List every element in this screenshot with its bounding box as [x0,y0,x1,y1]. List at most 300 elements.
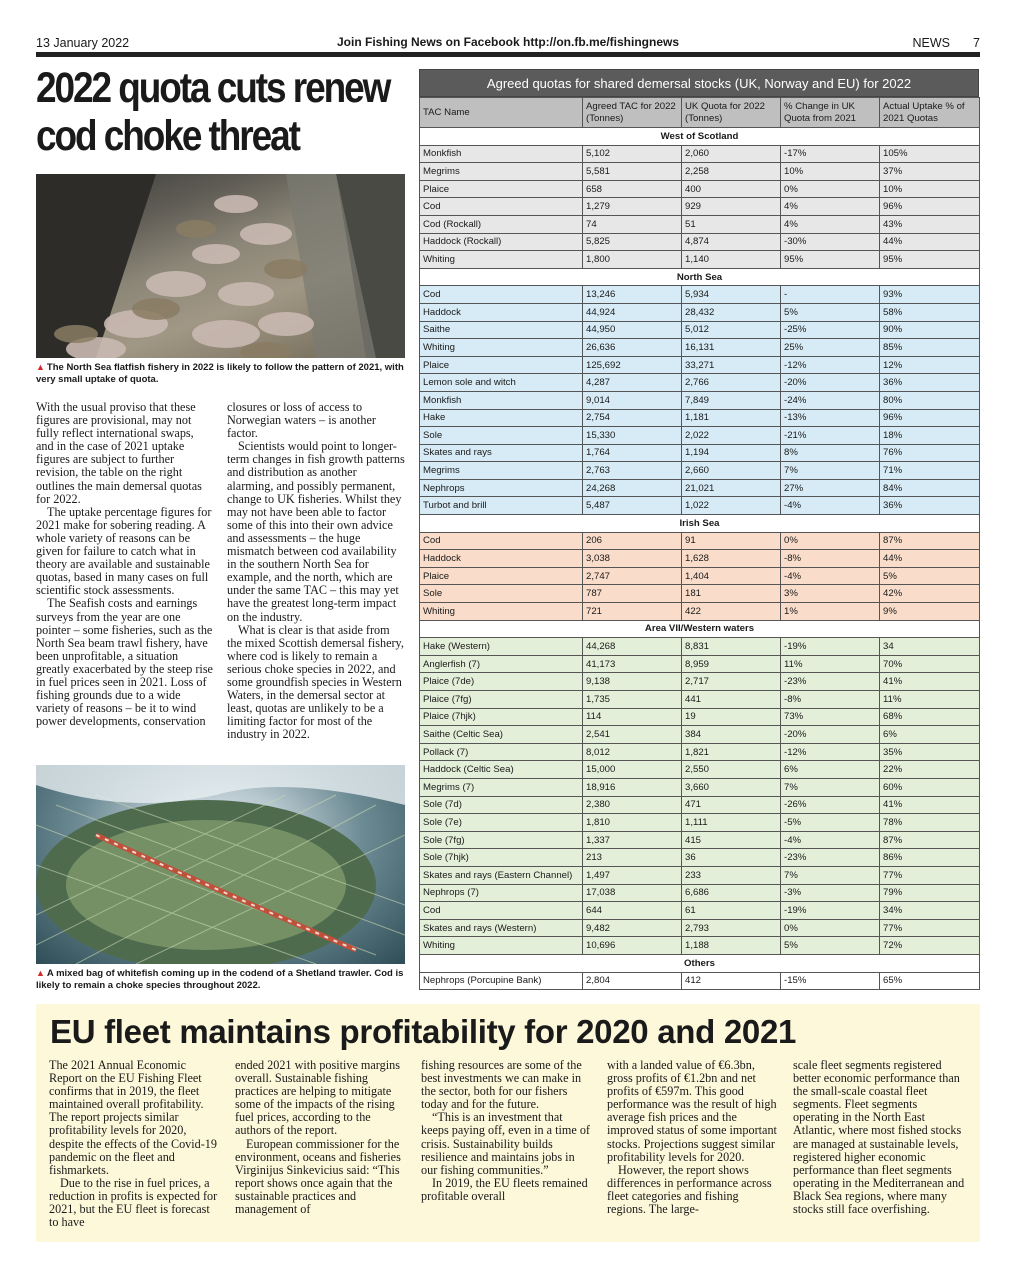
table-cell: 5,102 [583,145,682,163]
table-row [420,163,980,181]
table-cell: 2,804 [583,972,682,990]
table-cell: 7% [781,866,880,884]
table-cell: 415 [682,831,781,849]
table-cell: 68% [880,708,980,726]
table-cell: 4% [781,215,880,233]
table-cell: 41,173 [583,655,682,673]
table-cell: Sole (7hjk) [420,849,583,867]
column-header: TAC Name [420,98,583,128]
table-cell: 44,924 [583,303,682,321]
table-cell: 2,766 [682,374,781,392]
table-cell: 51 [682,215,781,233]
table-cell: 5,825 [583,233,682,251]
table-cell: -13% [781,409,880,427]
table-cell: 79% [880,884,980,902]
table-row [420,796,980,814]
table-cell: 644 [583,902,682,920]
table-row [420,655,980,673]
table-cell: 44,950 [583,321,682,339]
table-cell: 2,022 [682,427,781,445]
table-row [420,303,980,321]
eu-fleet-article [36,1004,980,1242]
table-cell: 9,014 [583,391,682,409]
table-cell: 90% [880,321,980,339]
table-cell: 26,636 [583,339,682,357]
eu-article-column-1 [49,1059,221,1229]
table-cell: 34 [880,638,980,656]
table-cell: 213 [583,849,682,867]
table-cell: 2,747 [583,567,682,585]
paragraph: Due to the rise in fuel prices, a reduction in profits is expected for 2021, but the EU fleet is forecast to have [49,1175,218,1230]
table-cell: 1,764 [583,444,682,462]
table-cell: 1,810 [583,814,682,832]
table-cell: 1,628 [682,550,781,568]
table-row [420,321,980,339]
table-cell: 471 [682,796,781,814]
section-heading: Others [420,954,980,972]
table-cell: -12% [781,743,880,761]
table-cell: -23% [781,849,880,867]
masthead [36,34,980,52]
table-cell: 87% [880,532,980,550]
table-cell: Plaice (7hjk) [420,708,583,726]
table-cell: 5% [781,303,880,321]
table-cell: Haddock (Rockall) [420,233,583,251]
page-number: 7 [973,36,980,50]
facebook-promo[interactable]: Join Fishing News on Facebook http://on.fb.me/fishingnews [336,35,679,49]
table-cell: -20% [781,726,880,744]
table-cell: 18% [880,427,980,445]
paragraph: fishing resources are some of the best investments we can make in the sector, both for our fishers today and for the future. [421,1058,582,1112]
table-cell: 91 [682,532,781,550]
table-row [420,849,980,867]
table-row [420,215,980,233]
article-headline [36,64,390,160]
table-cell: -25% [781,321,880,339]
table-cell: 96% [880,409,980,427]
table-cell: -15% [781,972,880,990]
table-cell: 1,497 [583,866,682,884]
table-row [420,866,980,884]
table-cell: Haddock (Celtic Sea) [420,761,583,779]
table-cell: Megrims (7) [420,778,583,796]
table-row [420,391,980,409]
table-cell: 3% [781,585,880,603]
table-cell: 8% [781,444,880,462]
table-cell: Sole [420,427,583,445]
table-cell: 1,404 [682,567,781,585]
table-row [420,691,980,709]
table-cell: 422 [682,603,781,621]
column-header: UK Quota for 2022 (Tonnes) [682,98,781,128]
paragraph: The uptake percentage figures for 2021 make for sobering reading. A whole variety of reasons can be given for failure to catch what in theory are available and sustainable quotas, based in many cases on full scientific stock assessments. [36,504,212,598]
table-cell: 8,012 [583,743,682,761]
table-cell: 2,793 [682,919,781,937]
table-cell: 24,268 [583,479,682,497]
table-cell: 10% [781,163,880,181]
table-row [420,831,980,849]
table-cell: Plaice [420,567,583,585]
table-row [420,778,980,796]
table-cell: 21,021 [682,479,781,497]
table-cell: 1,821 [682,743,781,761]
table-cell: 929 [682,198,781,216]
quota-table [419,97,980,990]
table-cell: 34% [880,902,980,920]
table-cell: Megrims [420,462,583,480]
table-cell: 17,038 [583,884,682,902]
section-heading: Area VII/Western waters [420,620,980,638]
table-cell: Sole (7fg) [420,831,583,849]
paragraph: “This is an investment that keeps paying off, even in a time of crisis. Sustainability builds resilience and maintains jobs in our fishing communities.” [421,1110,590,1177]
table-cell: 93% [880,286,980,304]
table-cell: Megrims [420,163,583,181]
section-heading: West of Scotland [420,128,980,146]
table-cell: Plaice (7fg) [420,691,583,709]
table-cell: 9% [880,603,980,621]
table-row [420,937,980,955]
table-cell: 2,380 [583,796,682,814]
table-section-row [420,128,980,146]
table-cell: 96% [880,198,980,216]
table-cell: 36% [880,374,980,392]
table-cell: 3,038 [583,550,682,568]
table-cell: 95% [781,251,880,269]
codend-photo [36,765,405,964]
table-cell: 5% [880,567,980,585]
photo-caption-2: ▲ A mixed bag of whitefish coming up in the codend of a Shetland trawler. Cod is likely to remain a choke species throughout 2022. [36,968,404,991]
table-cell: 1,181 [682,409,781,427]
table-row [420,726,980,744]
table-cell: Monkfish [420,391,583,409]
table-row [420,145,980,163]
table-row [420,972,980,990]
table-row [420,339,980,357]
table-cell: 36 [682,849,781,867]
paragraph: European commissioner for the environment, oceans and fisheries Virginijus Sinkevicius said: “This report shows once again that the sustainable practices and management of [235,1136,401,1217]
table-cell: 9,482 [583,919,682,937]
table-cell: 80% [880,391,980,409]
table-cell: Anglerfish (7) [420,655,583,673]
quota-table-panel [419,69,979,990]
table-cell: Whiting [420,251,583,269]
paragraph: scale fleet segments registered better economic performance than the small-scale coastal fleet segments. Fleet segments operating in the North East Atlantic, where most fished stocks are managed at sustainable levels, registered higher economic performance than fleet segments operating in the Mediterranean and Black Sea regions, where many stocks still face overfishing. [793,1058,965,1217]
table-cell: 11% [880,691,980,709]
section-heading: North Sea [420,268,980,286]
table-cell: 12% [880,356,980,374]
table-cell: 10,696 [583,937,682,955]
table-row [420,180,980,198]
table-cell: 181 [682,585,781,603]
table-cell: 58% [880,303,980,321]
table-cell: 125,692 [583,356,682,374]
table-cell: 44,268 [583,638,682,656]
table-cell: 70% [880,655,980,673]
table-section-row [420,954,980,972]
table-row [420,708,980,726]
table-cell: -12% [781,356,880,374]
section-heading: Irish Sea [420,515,980,533]
table-section-row [420,515,980,533]
table-cell: 42% [880,585,980,603]
table-cell: -19% [781,638,880,656]
column-header: Actual Uptake % of 2021 Quotas [880,98,980,128]
table-cell: Whiting [420,339,583,357]
table-cell: Cod [420,532,583,550]
table-cell: 15,330 [583,427,682,445]
table-cell: 7% [781,462,880,480]
table-cell: 2,541 [583,726,682,744]
table-cell: Whiting [420,603,583,621]
table-cell: 72% [880,937,980,955]
table-cell: -23% [781,673,880,691]
table-cell: 441 [682,691,781,709]
table-cell: 36% [880,497,980,515]
headline-line-2: cod choke threat [36,112,299,160]
paragraph: With the usual proviso that these figures are provisional, may not fully reflect international swaps, and in the case of 2021 uptake figures are subject to further revision, the table on the right outlines the main demersal quotas for 2022. [36,400,202,506]
table-row [420,638,980,656]
table-cell: 41% [880,673,980,691]
table-cell: 105% [880,145,980,163]
table-cell: 76% [880,444,980,462]
table-cell: -20% [781,374,880,392]
table-cell: 2,717 [682,673,781,691]
eu-article-column-3 [421,1059,593,1203]
paragraph: with a landed value of €6.3bn, gross profits of €1.2bn and net profits of €597m. This good performance was the result of high average fish prices and the improved status of some important stocks. Projections suggest similar profitability levels for 2020. [607,1058,777,1164]
table-cell: 2,060 [682,145,781,163]
table-cell: 2,754 [583,409,682,427]
caption-arrow-icon: ▲ [36,968,45,978]
table-row [420,814,980,832]
table-row [420,198,980,216]
table-row [420,233,980,251]
table-cell: Cod [420,286,583,304]
table-cell: 87% [880,831,980,849]
photo-caption-1: ▲ The North Sea flatfish fishery in 2022 is likely to follow the pattern of 2021, with very small uptake of quota. [36,362,404,385]
article-column-1 [36,401,214,728]
table-cell: 84% [880,479,980,497]
table-cell: 2,660 [682,462,781,480]
table-cell: Plaice [420,180,583,198]
caption-arrow-icon: ▲ [36,362,45,372]
table-row [420,532,980,550]
paragraph: The Seafish costs and earnings surveys from the year are one pointer – some fisheries, such as the North Sea beam trawl fishery, have been unprofitable, a situation greatly exacerbated by the steep rise in fuel prices seen in 2021. Loss of fishing grounds due to a wide variety of reasons – be it to wind power developments, conservation [36,596,213,729]
table-cell: - [781,286,880,304]
table-cell: 6% [781,761,880,779]
table-row [420,462,980,480]
table-cell: 86% [880,849,980,867]
table-cell: -30% [781,233,880,251]
table-cell: 85% [880,339,980,357]
paragraph: However, the report shows differences in performance across fleet categories and fishing regions. The large- [607,1162,772,1217]
table-cell: 8,959 [682,655,781,673]
table-cell: Haddock [420,303,583,321]
table-cell: 5% [781,937,880,955]
table-cell: 28,432 [682,303,781,321]
eu-article-headline: EU fleet maintains profitability for 2020 and 2021 [50,1013,797,1050]
table-row [420,497,980,515]
table-cell: 5,581 [583,163,682,181]
table-cell: 1,022 [682,497,781,515]
flatfish-photo [36,174,405,358]
table-row [420,884,980,902]
eu-article-column-4 [607,1059,779,1216]
table-cell: 400 [682,180,781,198]
table-cell: 74 [583,215,682,233]
table-cell: 43% [880,215,980,233]
table-cell: 6,686 [682,884,781,902]
table-row [420,427,980,445]
table-cell: 0% [781,532,880,550]
table-cell: 5,934 [682,286,781,304]
table-cell: 384 [682,726,781,744]
table-cell: Skates and rays [420,444,583,462]
table-cell: 1,800 [583,251,682,269]
table-cell: Nephrops (7) [420,884,583,902]
issue-date: 13 January 2022 [36,36,130,50]
table-cell: Nephrops [420,479,583,497]
table-section-row [420,620,980,638]
table-cell: Whiting [420,937,583,955]
table-cell: -17% [781,145,880,163]
table-cell: 1% [781,603,880,621]
table-cell: 5,012 [682,321,781,339]
table-cell: 1,735 [583,691,682,709]
table-cell: Turbot and brill [420,497,583,515]
table-cell: Sole [420,585,583,603]
table-cell: 27% [781,479,880,497]
column-header: Agreed TAC for 2022 (Tonnes) [583,98,682,128]
table-cell: Cod (Rockall) [420,215,583,233]
table-cell: 787 [583,585,682,603]
table-cell: 0% [781,180,880,198]
table-cell: 22% [880,761,980,779]
table-cell: 1,111 [682,814,781,832]
table-cell: 10% [880,180,980,198]
table-cell: 114 [583,708,682,726]
table-row [420,567,980,585]
table-row [420,479,980,497]
table-cell: 44% [880,233,980,251]
table-cell: -4% [781,831,880,849]
table-cell: -3% [781,884,880,902]
article-column-2 [227,401,405,741]
table-cell: 11% [781,655,880,673]
table-cell: 44% [880,550,980,568]
table-cell: 25% [781,339,880,357]
table-row [420,444,980,462]
table-cell: Sole (7d) [420,796,583,814]
table-cell: 4% [781,198,880,216]
table-cell: 13,246 [583,286,682,304]
table-cell: 3,660 [682,778,781,796]
table-cell: 71% [880,462,980,480]
table-cell: Cod [420,198,583,216]
table-cell: 1,188 [682,937,781,955]
table-cell: 412 [682,972,781,990]
paragraph: ended 2021 with positive margins overall. Sustainable fishing practices are helping to mitigate some of the impacts of the rising fuel prices, according to the authors of the report. [235,1058,400,1138]
table-cell: 78% [880,814,980,832]
table-cell: -19% [781,902,880,920]
table-cell: Plaice [420,356,583,374]
quota-table-body [420,128,980,990]
table-row [420,251,980,269]
table-cell: Lemon sole and witch [420,374,583,392]
table-cell: -8% [781,550,880,568]
table-row [420,673,980,691]
table-cell: 65% [880,972,980,990]
table-cell: Saithe (Celtic Sea) [420,726,583,744]
table-title: Agreed quotas for shared demersal stocks (UK, Norway and EU) for 2022 [419,69,979,97]
table-cell: 37% [880,163,980,181]
eu-article-column-5 [793,1059,965,1216]
table-cell: 1,279 [583,198,682,216]
table-cell: Plaice (7de) [420,673,583,691]
table-cell: Pollack (7) [420,743,583,761]
table-cell: 16,131 [682,339,781,357]
table-cell: Skates and rays (Western) [420,919,583,937]
table-row [420,356,980,374]
table-section-row [420,268,980,286]
table-cell: -8% [781,691,880,709]
table-cell: Skates and rays (Eastern Channel) [420,866,583,884]
table-cell: 73% [781,708,880,726]
table-row [420,409,980,427]
table-row [420,743,980,761]
table-cell: 206 [583,532,682,550]
table-cell: 8,831 [682,638,781,656]
table-cell: 61 [682,902,781,920]
table-cell: -4% [781,567,880,585]
table-cell: Saithe [420,321,583,339]
column-header: % Change in UK Quota from 2021 [781,98,880,128]
paragraph: Scientists would point to longer-term changes in fish growth patterns and distribution as another alarming, and possibly permanent, change to UK fisheries. Whilst they may not have been able to factor some of this into their own advice and assessments – the huge mismatch between cod availability in the southern North Sea for example, and the north, which are under the same TAC – this may yet have the greatest long-term impact on the industry. [227,439,405,624]
table-cell: Sole (7e) [420,814,583,832]
headline-line-1: 2022 quota cuts renew [36,64,390,112]
table-cell: 721 [583,603,682,621]
table-row [420,902,980,920]
table-cell: 2,763 [583,462,682,480]
table-cell: 4,874 [682,233,781,251]
table-cell: 15,000 [583,761,682,779]
header-rule [36,52,980,57]
table-cell: 7% [781,778,880,796]
table-cell: Hake [420,409,583,427]
table-cell: 77% [880,919,980,937]
table-cell: 233 [682,866,781,884]
table-row [420,550,980,568]
table-cell: 7,849 [682,391,781,409]
table-cell: -24% [781,391,880,409]
table-row [420,761,980,779]
table-row [420,585,980,603]
table-cell: 41% [880,796,980,814]
table-cell: 19 [682,708,781,726]
table-cell: Haddock [420,550,583,568]
table-cell: Nephrops (Porcupine Bank) [420,972,583,990]
table-cell: 33,271 [682,356,781,374]
table-cell: 6% [880,726,980,744]
table-cell: Monkfish [420,145,583,163]
paragraph: closures or loss of access to Norwegian waters – is another factor. [227,400,376,441]
table-cell: 60% [880,778,980,796]
table-cell: 2,258 [682,163,781,181]
eu-article-column-2 [235,1059,407,1216]
table-cell: 77% [880,866,980,884]
section-label: NEWS [912,36,950,50]
table-row [420,603,980,621]
table-row [420,374,980,392]
